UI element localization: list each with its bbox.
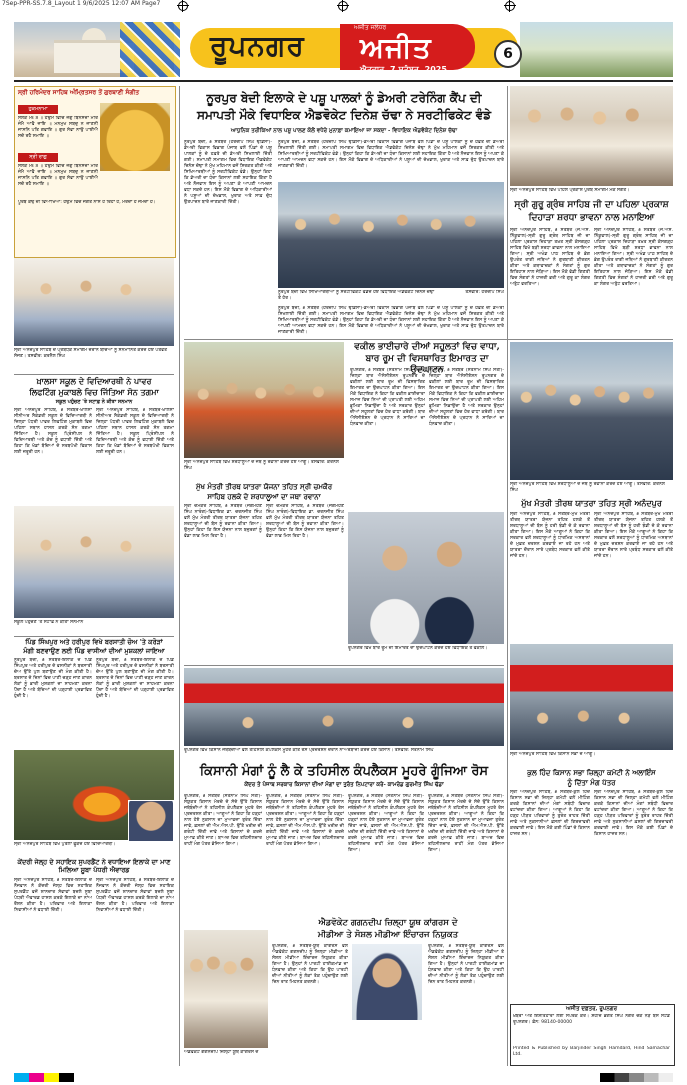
color-bar [14,1073,74,1082]
office-notice-title: ਅਜੀਤ ਦਫ਼ਤਰ, ਰੂਪਨਗਰ [565,1006,618,1012]
lawyers-body-col1: ਰੂਪਨਗਰ, ੬ ਸਤੰਬਰ (ਸਤਨਾਮ ਸਿੰਘ ਸੱਤੀ)-ਜ਼ਿਲ੍ਹਾ ਬਾਰ ਐਸੋਸੀਏਸ਼ਨ ਰੂਪਨਗਰ ਦੇ ਵਕੀਲਾਂ ਲਈ ਬਾਰ ਰੂਮ ਦੀ ਵਿਸਥਾਰਿਤ ਇਮਾਰਤ ਦਾ ਉਦਘਾਟਨ ਕੀਤਾ ਗਿਆ। ਇਸ ਮੌਕੇ ਵਿਧਾਇਕ ਨੇ ਕਿਹਾ ਕਿ ਵਕੀਲ ਭਾਈਚਾਰਾ ਸਮਾਜ ਵਿਚ ਨਿਆਂ ਦੀ ਪ੍ਰਾਪਤੀ ਲਈ ਅਹਿਮ ਭੂਮਿਕਾ ਨਿਭਾਉਂਦਾ ਹੈ ਅਤੇ ਸਰਕਾਰ ਉਨ੍ਹਾਂ ਦੀਆਂ ਸਹੂਲਤਾਂ ਵਿਚ ਹੋਰ ਵਾਧਾ ਕਰੇਗੀ। ਬਾਰ ਐਸੋਸੀਏਸ਼ਨ ਦੇ ਪ੍ਰਧਾਨ ਨੇ ਸਾਰਿਆਂ ਦਾ ਧੰਨਵਾਦ ਕੀਤਾ। [350,368,425,427]
students-honour-photo [14,258,174,346]
dairy-training-photo [278,182,504,288]
appointment-caption: ਐਡਵੋਕੇਟ ਗਗਨਦੀਪ ਜ਼ਿਲ੍ਹਾ ਯੂਥ ਕਾਂਗਰਸ ਦੇ [184,1050,259,1055]
students-honour-caption: ਸ੍ਰੀ ਅਨੰਦਪੁਰ ਸਾਹਿਬ ਦੇ ਪ੍ਰਬੰਧਕ ਸਮਾਗਮ ਦੌਰਾਨ ਬੱਚਿਆਂ ਨੂੰ ਸਨਮਾਨਿਤ ਕਰਦੇ ਹੋਏ ਪਤਵੰਤੇ ਸੱਜਣ। ਤਸਵੀਰ: ਕਰਨੈਲ ਸਿੰਘ [14,348,168,359]
kisan-sabha-body-col1: ਸ੍ਰੀ ਅਨੰਦਪੁਰ ਸਾਹਿਬ, ੬ ਸਤੰਬਰ-ਕੁਲ ਹਿੰਦ ਕਿਸਾਨ ਸਭਾ ਦੀ ਜ਼ਿਲ੍ਹਾ ਕਮੇਟੀ ਵਲੋਂ ਮੀਟਿੰਗ ਕਰਕੇ ਕਿਸਾਨਾਂ ਦੀਆਂ ਮੰਗਾਂ ਸਬੰਧੀ ਵਿਚਾਰ ਵਟਾਂਦਰਾ ਕੀਤਾ ਗਿਆ। ਆਗੂਆਂ ਨੇ ਕਿਹਾ ਕਿ ਹੜ੍ਹ ਪੀੜਤ ਪਰਿਵਾਰਾਂ ਨੂੰ ਤੁਰੰਤ ਰਾਹਤ ਦਿੱਤੀ ਜਾਵੇ ਅਤੇ ਨੁਕਸਾਨੀਆਂ ਫ਼ਸਲਾਂ ਦੀ ਗਿਰਦਾਵਰੀ ਕਰਵਾਈ ਜਾਵੇ। ਇਸ ਮੌਕੇ ਕਈ ਪਿੰਡਾਂ ਦੇ ਕਿਸਾਨ ਹਾਜ਼ਰ ਸਨ। [510,790,590,837]
farmers-body-col1: ਰੂਪਨਗਰ, ੬ ਸਤੰਬਰ (ਸਤਨਾਮ ਸਿੰਘ ਸੱਤੀ)-ਸੰਯੁਕਤ ਕਿਸਾਨ ਮੋਰਚੇ ਦੇ ਸੱਦੇ ਉੱਤੇ ਕਿਸਾਨ ਜਥੇਬੰਦੀਆਂ ਨੇ ਤਹਿਸੀਲ ਕੰਪਲੈਕਸ ਮੂਹਰੇ ਰੋਸ ਪ੍ਰਦਰਸ਼ਨ ਕੀਤਾ। ਆਗੂਆਂ ਨੇ ਕਿਹਾ ਕਿ ਹੜ੍ਹਾਂ ਨਾਲ ਹੋਏ ਨੁਕਸਾਨ ਦਾ ਮੁਆਵਜ਼ਾ ਤੁਰੰਤ ਦਿੱਤਾ ਜਾਵੇ, ਫ਼ਸਲਾਂ ਦੀ ਐਮ.ਐਸ.ਪੀ. ਉੱਤੇ ਖਰੀਦ ਦੀ ਗਰੰਟੀ ਦਿੱਤੀ ਜਾਵੇ ਅਤੇ ਕਿਸਾਨਾਂ ਦੇ ਕਰਜ਼ੇ ਮੁਆਫ਼ ਕੀਤੇ ਜਾਣ। ਬਾਅਦ ਵਿਚ ਤਹਿਸੀਲਦਾਰ ਰਾਹੀਂ ਮੰਗ ਪੱਤਰ ਭੇਜਿਆ ਗਿਆ। [184,794,262,847]
gagandeep-portrait-photo [352,944,422,1020]
award-body-col1: ਸ੍ਰੀ ਅਨੰਦਪੁਰ ਸਾਹਿਬ, ੬ ਸਤੰਬਰ-ਇਲਾਕੇ ਦੇ ਨੌਜਵਾਨ ਨੇ ਕੇਂਦਰੀ ਜੇਲ੍ਹ ਵਿਚ ਸਹਾਇਕ ਸੁਪਰਡੈਂਟ ਵਜੋਂ ਸ਼ਾਨਦਾਰ ਸੇਵਾਵਾਂ ਬਦਲੇ ਸੂਬਾ ਪੱਧਰੀ ਐਵਾਰਡ ਹਾਸਲ ਕਰਕੇ ਇਲਾਕੇ ਦਾ ਨਾਂਅ ਰੌਸ਼ਨ ਕੀਤਾ ਹੈ। ਪਰਿਵਾਰ ਅਤੇ ਇਲਾਕਾ ਨਿਵਾਸੀਆਂ ਨੇ ਵਧਾਈ ਦਿੱਤੀ। [14,878,92,913]
hukamnama-text-2: ਸਲੋਕ ਮਃ ੩ ॥ ਹਉਮੈ ਵਿਚਿ ਜਗੁ ਬਿਨਸਦਾ ਮਰਿ ਜੰਮੈ ਆਵੈ ਜਾਇ ॥ ਮਨਮੁਖ ਸਬਦੁ ਨ ਜਾਣਨੀ ਜਾਸਨਿ ਪਤਿ ਗਵਾਇ ॥ ਗੁਰ ਸੇਵਾ ਨਾਉ ਪਾਈਐ ਸਚੇ ਰਹੈ ਸਮਾਇ ॥ [18,164,98,187]
print-line: Printed & Published by Barjinder Singh Hamdard, Hind Samachar Ltd. [513,1046,670,1057]
congress-headline-2: ਮੀਡੀਆ ਤੇ ਸੋਸ਼ਲ ਮੀਡੀਆ ਇੰਚਾਰਜ ਨਿਯੁਕਤ [317,930,459,940]
school-body-col1: ਸ੍ਰੀ ਅਨੰਦਪੁਰ ਸਾਹਿਬ, ੬ ਸਤੰਬਰ-ਖ਼ਾਲਸਾ ਸੀਨੀਅਰ ਸੈਕੰਡਰੀ ਸਕੂਲ ਦੇ ਵਿਦਿਆਰਥੀ ਨੇ ਜ਼ਿਲ੍ਹਾ ਪੱਧਰੀ ਪਾਵਰ ਲਿਫਟਿੰਗ ਮੁਕਾਬਲੇ ਵਿਚ ਪਹਿਲਾ ਸਥਾਨ ਹਾਸਲ ਕਰਕੇ ਸੋਨ ਤਗਮਾ ਜਿੱਤਿਆ ਹੈ। ਸਕੂਲ ਪ੍ਰਿੰਸੀਪਲ ਨੇ ਵਿਦਿਆਰਥੀ ਅਤੇ ਕੋਚ ਨੂੰ ਵਧਾਈ ਦਿੱਤੀ ਅਤੇ ਕਿਹਾ ਕਿ ਖੇਡਾਂ ਬੱਚਿਆਂ ਦੇ ਸਰਬਪੱਖੀ ਵਿਕਾਸ ਲਈ ਜ਼ਰੂਰੀ ਹਨ। [14,408,92,455]
hukamnama-badge: ਹੁਕਮਨਾਮਾ [18,105,58,114]
lawyers-headline-1: ਵਕੀਲ ਭਾਈਚਾਰੇ ਦੀਆਂ ਸਹੂਲਤਾਂ ਵਿਚ ਵਾਧਾ, [354,342,500,352]
masthead-rule [14,80,673,82]
congress-body-col2: ਰੂਪਨਗਰ, ੬ ਸਤੰਬਰ-ਯੂਥ ਕਾਂਗਰਸ ਵਲੋਂ ਐਡਵੋਕੇਟ ਗਗਨਦੀਪ ਨੂੰ ਜ਼ਿਲ੍ਹਾ ਮੀਡੀਆ ਤੇ ਸੋਸ਼ਲ ਮੀਡੀਆ ਇੰਚਾਰਜ ਨਿਯੁਕਤ ਕੀਤਾ ਗਿਆ ਹੈ। ਉਨ੍ਹਾਂ ਨੇ ਪਾਰਟੀ ਹਾਈਕਮਾਂਡ ਦਾ ਧੰਨਵਾਦ ਕੀਤਾ ਅਤੇ ਕਿਹਾ ਕਿ ਉਹ ਪਾਰਟੀ ਦੀਆਂ ਨੀਤੀਆਂ ਨੂੰ ਲੋਕਾਂ ਤੱਕ ਪਹੁੰਚਾਉਣ ਲਈ ਦਿਨ ਰਾਤ ਮਿਹਨਤ ਕਰਨਗੇ। [428,944,504,985]
school-headline-1: ਖ਼ਾਲਸਾ ਸਕੂਲ ਦੇ ਵਿਦਿਆਰਥੀ ਨੇ ਪਾਵਰ [36,376,152,386]
masthead-paper-name: ਅਜੀਤ [360,31,432,64]
farmers-headline: ਕਿਸਾਨੀ ਮੰਗਾਂ ਨੂੰ ਲੈ ਕੇ ਤਹਿਸੀਲ ਕੰਪਲੈਕਸ ਮੂਹਰੇ ਗੂੰਜਿਆ ਰੋਸ [199,764,489,779]
grey-bar [600,1073,673,1082]
bar-room-inauguration-photo [348,512,504,644]
gurdwara-photo [100,103,170,171]
farmers-body-col3: ਰੂਪਨਗਰ, ੬ ਸਤੰਬਰ (ਸਤਨਾਮ ਸਿੰਘ ਸੱਤੀ)-ਸੰਯੁਕਤ ਕਿਸਾਨ ਮੋਰਚੇ ਦੇ ਸੱਦੇ ਉੱਤੇ ਕਿਸਾਨ ਜਥੇਬੰਦੀਆਂ ਨੇ ਤਹਿਸੀਲ ਕੰਪਲੈਕਸ ਮੂਹਰੇ ਰੋਸ ਪ੍ਰਦਰਸ਼ਨ ਕੀਤਾ। ਆਗੂਆਂ ਨੇ ਕਿਹਾ ਕਿ ਹੜ੍ਹਾਂ ਨਾਲ ਹੋਏ ਨੁਕਸਾਨ ਦਾ ਮੁਆਵਜ਼ਾ ਤੁਰੰਤ ਦਿੱਤਾ ਜਾਵੇ, ਫ਼ਸਲਾਂ ਦੀ ਐਮ.ਐਸ.ਪੀ. ਉੱਤੇ ਖਰੀਦ ਦੀ ਗਰੰਟੀ ਦਿੱਤੀ ਜਾਵੇ ਅਤੇ ਕਿਸਾਨਾਂ ਦੇ ਕਰਜ਼ੇ ਮੁਆਫ਼ ਕੀਤੇ ਜਾਣ। ਬਾਅਦ ਵਿਚ ਤਹਿਸੀਲਦਾਰ ਰਾਹੀਂ ਮੰਗ ਪੱਤਰ ਭੇਜਿਆ ਗਿਆ। [348,794,424,853]
visit-body-col2: ਸ੍ਰੀ ਅਨੰਦਪੁਰ ਸਾਹਿਬ, ੬ ਸਤੰਬਰ-ਮੁੱਖ ਮੰਤਰੀ ਤੀਰਥ ਯਾਤਰਾ ਯੋਜਨਾ ਤਹਿਤ ਹਲਕੇ ਤੋਂ ਸ਼ਰਧਾਲੂਆਂ ਦੀ ਬੱਸ ਨੂੰ ਹਰੀ ਝੰਡੀ ਦੇ ਕੇ ਰਵਾਨਾ ਕੀਤਾ ਗਿਆ। ਇਸ ਮੌਕੇ ਆਗੂਆਂ ਨੇ ਕਿਹਾ ਕਿ ਸਰਕਾਰ ਵਲੋਂ ਸ਼ਰਧਾਲੂਆਂ ਨੂੰ ਧਾਰਮਿਕ ਅਸਥਾਨਾਂ ਦੇ ਮੁਫ਼ਤ ਦਰਸ਼ਨ ਕਰਵਾਏ ਜਾ ਰਹੇ ਹਨ ਅਤੇ ਯਾਤਰਾ ਦੌਰਾਨ ਸਾਰੇ ਪ੍ਰਬੰਧ ਸਰਕਾਰ ਵਲੋਂ ਕੀਤੇ ਜਾਂਦੇ ਹਨ। [594,512,673,559]
school-photo-caption: ਸਕੂਲ ਪਹੁੰਚਣ 'ਤੇ ਸਟਾਫ਼ ਨੇ ਕੀਤਾ ਸਨਮਾਨ [14,620,84,625]
farmers-body-col2: ਰੂਪਨਗਰ, ੬ ਸਤੰਬਰ (ਸਤਨਾਮ ਸਿੰਘ ਸੱਤੀ)-ਸੰਯੁਕਤ ਕਿਸਾਨ ਮੋਰਚੇ ਦੇ ਸੱਦੇ ਉੱਤੇ ਕਿਸਾਨ ਜਥੇਬੰਦੀਆਂ ਨੇ ਤਹਿਸੀਲ ਕੰਪਲੈਕਸ ਮੂਹਰੇ ਰੋਸ ਪ੍ਰਦਰਸ਼ਨ ਕੀਤਾ। ਆਗੂਆਂ ਨੇ ਕਿਹਾ ਕਿ ਹੜ੍ਹਾਂ ਨਾਲ ਹੋਏ ਨੁਕਸਾਨ ਦਾ ਮੁਆਵਜ਼ਾ ਤੁਰੰਤ ਦਿੱਤਾ ਜਾਵੇ, ਫ਼ਸਲਾਂ ਦੀ ਐਮ.ਐਸ.ਪੀ. ਉੱਤੇ ਖਰੀਦ ਦੀ ਗਰੰਟੀ ਦਿੱਤੀ ਜਾਵੇ ਅਤੇ ਕਿਸਾਨਾਂ ਦੇ ਕਰਜ਼ੇ ਮੁਆਫ਼ ਕੀਤੇ ਜਾਣ। ਬਾਅਦ ਵਿਚ ਤਹਿਸੀਲਦਾਰ ਰਾਹੀਂ ਮੰਗ ਪੱਤਰ ਭੇਜਿਆ ਗਿਆ। [266,794,344,847]
dairy-training-credit: ਤਸਵੀਰ: ਹਰਦੀਪ ਸਿੰਘ [465,290,504,295]
farmers-body-col4: ਰੂਪਨਗਰ, ੬ ਸਤੰਬਰ (ਸਤਨਾਮ ਸਿੰਘ ਸੱਤੀ)-ਸੰਯੁਕਤ ਕਿਸਾਨ ਮੋਰਚੇ ਦੇ ਸੱਦੇ ਉੱਤੇ ਕਿਸਾਨ ਜਥੇਬੰਦੀਆਂ ਨੇ ਤਹਿਸੀਲ ਕੰਪਲੈਕਸ ਮੂਹਰੇ ਰੋਸ ਪ੍ਰਦਰਸ਼ਨ ਕੀਤਾ। ਆਗੂਆਂ ਨੇ ਕਿਹਾ ਕਿ ਹੜ੍ਹਾਂ ਨਾਲ ਹੋਏ ਨੁਕਸਾਨ ਦਾ ਮੁਆਵਜ਼ਾ ਤੁਰੰਤ ਦਿੱਤਾ ਜਾਵੇ, ਫ਼ਸਲਾਂ ਦੀ ਐਮ.ਐਸ.ਪੀ. ਉੱਤੇ ਖਰੀਦ ਦੀ ਗਰੰਟੀ ਦਿੱਤੀ ਜਾਵੇ ਅਤੇ ਕਿਸਾਨਾਂ ਦੇ ਕਰਜ਼ੇ ਮੁਆਫ਼ ਕੀਤੇ ਜਾਣ। ਬਾਅਦ ਵਿਚ ਤਹਿਸੀਲਦਾਰ ਰਾਹੀਂ ਮੰਗ ਪੱਤਰ ਭੇਜਿਆ ਗਿਆ। [428,794,504,853]
top-headline-2: ਸਮਾਪਤੀ ਮੌਕੇ ਵਿਧਾਇਕ ਐਡਵੋਕੇਟ ਦਿਨੇਸ਼ ਚੱਢਾ ਨੇ ਸਰਟੀਫਿਕੇਟ ਵੰਡੇ [196,108,492,122]
dairy-training-caption: ਨੂਰਪੁਰ ਬੇਦੀ ਵਿਖੇ ਸਿਖਿਆਰਥੀਆਂ ਨੂੰ ਸਰਟੀਫਿਕੇਟ ਵੰਡਦੇ ਹੋਏ ਵਿਧਾਇਕ ਐਡਵੋਕੇਟ ਦਿਨੇਸ਼ ਚੱਢਾ ਤੇ ਹੋਰ। [278,290,435,301]
farmers-subhead: ਕੇਂਦਰ ਤੇ ਪੰਜਾਬ ਸਰਕਾਰ ਕਿਸਾਨਾਂ ਦੀਆਂ ਮੰਗਾਂ ਦਾ ਤੁਰੰਤ ਨਿਪਟਾਰਾ ਕਰੇ- ਕਾਮਰੇਡ ਗੁਰਮੀਤ ਸਿੰਘ ਢੱਡਾ [244,782,444,788]
column-divider [507,86,508,1066]
award-headline: ਕੇਂਦਰੀ ਜੇਲ੍ਹ ਦੇ ਸਹਾਇਕ ਸੁਪਰਡੈਂਟ ਨੇ ਵਧਾਇਆ ਇਲਾਕੇ ਦਾ ਮਾਣ ਮਿਲਿਆ ਸੂਬਾ ਪੱਧਰੀ ਐਵਾਰਡ [17,858,171,874]
top-story-body-col1: ਨੂਰਪੁਰ ਬੇਦੀ, ੬ ਸਤੰਬਰ (ਹਰਦੀਪ ਸਿੰਘ ਢੀਂਡਸਾ)-ਡੇਅਰੀ ਵਿਕਾਸ ਵਿਭਾਗ ਪੰਜਾਬ ਵਲੋਂ ਪਿੰਡਾਂ ਦੇ ਪਸ਼ੂ ਪਾਲਕਾਂ ਨੂੰ ਦੋ ਹਫ਼ਤੇ ਦੀ ਡੇਅਰੀ ਸਿਖਲਾਈ ਦਿੱਤੀ ਗਈ। ਸਮਾਪਤੀ ਸਮਾਗਮ ਵਿਚ ਵਿਧਾਇਕ ਐਡਵੋਕੇਟ ਦਿਨੇਸ਼ ਚੱਢਾ ਨੇ ਮੁੱਖ ਮਹਿਮਾਨ ਵਜੋਂ ਸ਼ਿਰਕਤ ਕੀਤੀ ਅਤੇ ਸਿਖਿਆਰਥੀਆਂ ਨੂੰ ਸਰਟੀਫਿਕੇਟ ਵੰਡੇ। ਉਨ੍ਹਾਂ ਕਿਹਾ ਕਿ ਡੇਅਰੀ ਦਾ ਧੰਦਾ ਕਿਸਾਨਾਂ ਲਈ ਸਹਾਇਕ ਕਿੱਤਾ ਹੈ ਅਤੇ ਨੌਜਵਾਨ ਇਸ ਨੂੰ ਅਪਣਾ ਕੇ ਆਪਣੀ ਆਮਦਨ ਵਧਾ ਸਕਦੇ ਹਨ। ਇਸ ਮੌਕੇ ਵਿਭਾਗ ਦੇ ਅਧਿਕਾਰੀਆਂ ਨੇ ਪਸ਼ੂਆਂ ਦੀ ਦੇਖਭਾਲ, ਖੁਰਾਕ ਅਤੇ ਸਾਫ਼ ਦੁੱਧ ਉਤਪਾਦਨ ਬਾਰੇ ਜਾਣਕਾਰੀ ਦਿੱਤੀ। [184,140,272,205]
registration-mark-icon [505,1,515,11]
kisan-sabha-photo [510,644,673,750]
prakash-purab-caption: ਸ੍ਰੀ ਅਨੰਦਪੁਰ ਸਾਹਿਬ ਵਿਖੇ ਪਹਿਲੇ ਪ੍ਰਕਾਸ਼ ਪੁਰਬ ਸਮਾਗਮ ਮੌਕੇ ਸੰਗਤ। [510,188,630,193]
kisan-sabha-caption: ਸ੍ਰੀ ਅਨੰਦਪੁਰ ਸਾਹਿਬ ਵਿਖੇ ਕਿਸਾਨ ਸਭਾ ਦੇ ਆਗੂ। [510,752,596,757]
congress-headline-1: ਐਡਵੋਕੇਟ ਗਗਨਦੀਪ ਜ਼ਿਲ੍ਹਾ ਯੂਥ ਕਾਂਗਰਸ ਦੇ [318,918,458,928]
langar-caption: ਸ੍ਰੀ ਅਨੰਦਪੁਰ ਸਾਹਿਬ ਵਿਖੇ ਸ਼ਰਧਾਲੂਆਂ ਦੇ ਜਥੇ ਨੂੰ ਰਵਾਨਾ ਕਰਦੇ ਹੋਏ ਆਗੂ। ਤਸਵੀਰ: ਕਰਨੈਲ ਸਿੰਘ [184,460,339,471]
protest-photo [184,668,504,746]
school-headline-2: ਲਿਫਟਿੰਗ ਮੁਕਾਬਲੇ ਵਿਚ ਜਿੱਤਿਆ ਸੋਨ ਤਗਮਾ [29,387,159,397]
bar-room-caption: ਰੂਪਨਗਰ ਵਿਖੇ ਬਾਰ ਰੂਮ ਦੀ ਇਮਾਰਤ ਦਾ ਉਦਘਾਟਨ ਕਰਦੇ ਹੋਏ ਵਿਧਾਇਕ ਤੇ ਵਕੀਲ। [348,646,488,651]
row-divider [184,339,673,340]
row-divider [14,374,174,375]
prakash-headline-2: ਦਿਹਾੜਾ ਸ਼ਰਧਾ ਭਾਵਨਾ ਨਾਲ ਮਨਾਇਆ [528,213,655,223]
school-students-photo [14,506,174,618]
hukamnama-explanation: ਪੂਰਬ ਕੰਢੇ ਦੀ ਵਿਆਖਿਆ: ਹਉਮੈ ਵਿਚ ਜਗਤ ਨਾਸ ਹੋ ਰਿਹਾ ਹੈ, ਮਰਦਾ ਹੈ ਜੰਮਦਾ ਹੈ। [18,200,156,205]
office-notice-text: ਖ਼ਬਰਾਂ ਅਤੇ ਇਸ਼ਤਿਹਾਰਾਂ ਲਈ ਸੰਪਰਕ ਕਰੋ। ਸ਼ਹੀਦ ਭਗਤ ਸਿੰਘ ਨਗਰ ਚੌਕ ਨੇੜੇ ਬੱਸ ਸਟੈਂਡ ਰੂਪਨਗਰ। ਫ਼ੋਨ: 98140-00000 [513,1014,670,1025]
cm-body-col1: ਸ੍ਰੀ ਚਮਕੌਰ ਸਾਹਿਬ, ੬ ਸਤੰਬਰ (ਜਗਮੋਹਣ ਸਿੰਘ ਨਾਰੰਗ)-ਵਿਧਾਇਕ ਡਾ. ਚਰਨਜੀਤ ਸਿੰਘ ਵਲੋਂ ਮੁੱਖ ਮੰਤਰੀ ਤੀਰਥ ਯਾਤਰਾ ਯੋਜਨਾ ਤਹਿਤ ਸ਼ਰਧਾਲੂਆਂ ਦੀ ਬੱਸ ਨੂੰ ਰਵਾਨਾ ਕੀਤਾ ਗਿਆ। ਉਨ੍ਹਾਂ ਕਿਹਾ ਕਿ ਇਸ ਯੋਜਨਾ ਨਾਲ ਬਜ਼ੁਰਗਾਂ ਨੂੰ ਵੱਡਾ ਲਾਭ ਮਿਲ ਰਿਹਾ ਹੈ। [184,504,262,539]
row-divider [14,636,174,637]
pilgrims-bus-photo [510,342,673,480]
village-body-col1: ਨੂਰਪੁਰ ਬੇਦੀ, ੬ ਸਤੰਬਰ-ਇਲਾਕੇ ਦੇ ਪਿੰਡ ਸਿੰਘਪੁਰ ਅਤੇ ਹਰੀਪੁਰ ਦੇ ਵਸਨੀਕਾਂ ਨੇ ਬਰਸਾਤੀ ਚੋਅ ਉੱਤੇ ਪੁਲ ਬਣਾਉਣ ਦੀ ਮੰਗ ਕੀਤੀ ਹੈ। ਬਰਸਾਤ ਦੇ ਦਿਨਾਂ ਵਿਚ ਪਾਣੀ ਚੜ੍ਹ ਜਾਣ ਕਾਰਨ ਲੋਕਾਂ ਨੂੰ ਭਾਰੀ ਮੁਸ਼ਕਲਾਂ ਦਾ ਸਾਹਮਣਾ ਕਰਨਾ ਪੈਂਦਾ ਹੈ ਅਤੇ ਬੱਚਿਆਂ ਦੀ ਪੜ੍ਹਾਈ ਪ੍ਰਭਾਵਿਤ ਹੁੰਦੀ ਹੈ। [14,658,92,699]
village-body-col2: ਨੂਰਪੁਰ ਬੇਦੀ, ੬ ਸਤੰਬਰ-ਇਲਾਕੇ ਦੇ ਪਿੰਡ ਸਿੰਘਪੁਰ ਅਤੇ ਹਰੀਪੁਰ ਦੇ ਵਸਨੀਕਾਂ ਨੇ ਬਰਸਾਤੀ ਚੋਅ ਉੱਤੇ ਪੁਲ ਬਣਾਉਣ ਦੀ ਮੰਗ ਕੀਤੀ ਹੈ। ਬਰਸਾਤ ਦੇ ਦਿਨਾਂ ਵਿਚ ਪਾਣੀ ਚੜ੍ਹ ਜਾਣ ਕਾਰਨ ਲੋਕਾਂ ਨੂੰ ਭਾਰੀ ਮੁਸ਼ਕਲਾਂ ਦਾ ਸਾਹਮਣਾ ਕਰਨਾ ਪੈਂਦਾ ਹੈ ਅਤੇ ਬੱਚਿਆਂ ਦੀ ਪੜ੍ਹਾਈ ਪ੍ਰਭਾਵਿਤ ਹੁੰਦੀ ਹੈ। [96,658,174,699]
cm-headline-1: ਮੁੱਖ ਮੰਤਰੀ ਤੀਰਥ ਯਾਤਰਾ ਯੋਜਨਾ ਤਹਿਤ ਸ੍ਰੀ ਚਮਕੌਰ [195,482,333,491]
visit-body-col1: ਸ੍ਰੀ ਅਨੰਦਪੁਰ ਸਾਹਿਬ, ੬ ਸਤੰਬਰ-ਮੁੱਖ ਮੰਤਰੀ ਤੀਰਥ ਯਾਤਰਾ ਯੋਜਨਾ ਤਹਿਤ ਹਲਕੇ ਤੋਂ ਸ਼ਰਧਾਲੂਆਂ ਦੀ ਬੱਸ ਨੂੰ ਹਰੀ ਝੰਡੀ ਦੇ ਕੇ ਰਵਾਨਾ ਕੀਤਾ ਗਿਆ। ਇਸ ਮੌਕੇ ਆਗੂਆਂ ਨੇ ਕਿਹਾ ਕਿ ਸਰਕਾਰ ਵਲੋਂ ਸ਼ਰਧਾਲੂਆਂ ਨੂੰ ਧਾਰਮਿਕ ਅਸਥਾਨਾਂ ਦੇ ਮੁਫ਼ਤ ਦਰਸ਼ਨ ਕਰਵਾਏ ਜਾ ਰਹੇ ਹਨ ਅਤੇ ਯਾਤਰਾ ਦੌਰਾਨ ਸਾਰੇ ਪ੍ਰਬੰਧ ਸਰਕਾਰ ਵਲੋਂ ਕੀਤੇ ਜਾਂਦੇ ਹਨ। [510,512,590,559]
kisan-sabha-headline-1: ਕੁਲ ਹਿੰਦ ਕਿਸਾਨ ਸਭਾ ਜ਼ਿਲ੍ਹਾ ਕਮੇਟੀ ਨੇ ਅਲਾਇੰਸ [527,768,656,777]
raag-badge: ਸ੍ਰੀ ਰਾਗੁ [18,153,58,162]
lawyers-headline-2: ਬਾਰ ਰੂਮ ਦੀ ਵਿਸਥਾਰਿਤ ਇਮਾਰਤ ਦਾ ਉਦਘਾਟਨ [365,354,489,375]
row-divider [184,665,504,666]
prakash-purab-photo [510,86,673,186]
masthead-date: ਐਤਵਾਰ, 7 ਸਤੰਬਰ, 2025 [360,65,447,74]
visit-headline: ਮੁੱਖ ਮੰਤਰੀ ਤੀਰਥ ਯਾਤਰਾ ਤਹਿਤ ਸ੍ਰੀ ਅਨੰਦਪੁਰ [521,498,662,508]
top-headline-1: ਨੂਰਪੁਰ ਬੇਦੀ ਇਲਾਕੇ ਦੇ ਪਸ਼ੂ ਪਾਲਕਾਂ ਨੂੰ ਡੇਅਰੀ ਟਰੇਨਿੰਗ ਕੈਂਪ ਦੀ [206,91,482,105]
prakash-headline-1: ਸ੍ਰੀ ਗੁਰੂ ਗ੍ਰੰਥ ਸਾਹਿਬ ਜੀ ਦਾ ਪਹਿਲਾ ਪ੍ਰਕਾਸ਼ [514,200,669,210]
prakash-body-col1: ਸ੍ਰੀ ਅਨੰਦਪੁਰ ਸਾਹਿਬ, ੬ ਸਤੰਬਰ (ਜੇ.ਐਸ. ਨਿੱਕੂਵਾਲ)-ਸ੍ਰੀ ਗੁਰੂ ਗ੍ਰੰਥ ਸਾਹਿਬ ਜੀ ਦਾ ਪਹਿਲਾ ਪ੍ਰਕਾਸ਼ ਦਿਹਾੜਾ ਤਖ਼ਤ ਸ੍ਰੀ ਕੇਸਗੜ੍ਹ ਸਾਹਿਬ ਵਿਖੇ ਬੜੀ ਸ਼ਰਧਾ ਭਾਵਨਾ ਨਾਲ ਮਨਾਇਆ ਗਿਆ। ਸ੍ਰੀ ਅਖੰਡ ਪਾਠ ਸਾਹਿਬ ਦੇ ਭੋਗ ਉਪਰੰਤ ਰਾਗੀ ਜਥਿਆਂ ਨੇ ਗੁਰਬਾਣੀ ਕੀਰਤਨ ਕੀਤਾ ਅਤੇ ਕਥਾਵਾਚਕਾਂ ਨੇ ਸੰਗਤਾਂ ਨੂੰ ਗੁਰ ਇਤਿਹਾਸ ਨਾਲ ਜੋੜਿਆ। ਇਸ ਮੌਕੇ ਵੱਡੀ ਗਿਣਤੀ ਵਿਚ ਸੰਗਤਾਂ ਨੇ ਹਾਜ਼ਰੀ ਭਰੀ ਅਤੇ ਗੁਰੂ ਕਾ ਲੰਗਰ ਅਤੁੱਟ ਵਰਤਿਆ। [510,228,590,287]
pilgrims-caption: ਸ੍ਰੀ ਅਨੰਦਪੁਰ ਸਾਹਿਬ ਵਿਖੇ ਸ਼ਰਧਾਲੂਆਂ ਦੇ ਜਥੇ ਨੂੰ ਰਵਾਨਾ ਕਰਦੇ ਹੋਏ ਆਗੂ। ਤਸਵੀਰ: ਕਰਨੈਲ ਸਿੰਘ [510,482,665,493]
village-headline-2: ਮੰਗੀ ਬਣਵਾਉਣ ਲਈ ਪਿੰਡ ਵਾਸੀਆਂ ਦੀਆਂ ਮੁਸ਼ਕਲਾਂ ਜਾਇਆ [23,647,165,655]
print-slug: 7Sep-PPR-SS.7.8_Layout 1 9/6/2025 12:07 AM Page7 [2,0,161,7]
registration-mark-icon [338,1,348,11]
hukamnama-heading: ਸ੍ਰੀ ਹਰਿਮੰਦਰ ਸਾਹਿਬ ਅੰਮ੍ਰਿਤਸਰ ਤੋਂ ਗੁਰਬਾਣੀ ਸੰਗੀਤ [18,89,140,96]
effigy-caption: ਸ੍ਰੀ ਅਨੰਦਪੁਰ ਸਾਹਿਬ ਵਿਖੇ ਪੁਤਲਾ ਫੂਕਦੇ ਹੋਏ ਵਿਦਿਆਰਥੀ। [14,842,116,847]
award-body-col2: ਸ੍ਰੀ ਅਨੰਦਪੁਰ ਸਾਹਿਬ, ੬ ਸਤੰਬਰ-ਇਲਾਕੇ ਦੇ ਨੌਜਵਾਨ ਨੇ ਕੇਂਦਰੀ ਜੇਲ੍ਹ ਵਿਚ ਸਹਾਇਕ ਸੁਪਰਡੈਂਟ ਵਜੋਂ ਸ਼ਾਨਦਾਰ ਸੇਵਾਵਾਂ ਬਦਲੇ ਸੂਬਾ ਪੱਧਰੀ ਐਵਾਰਡ ਹਾਸਲ ਕਰਕੇ ਇਲਾਕੇ ਦਾ ਨਾਂਅ ਰੌਸ਼ਨ ਕੀਤਾ ਹੈ। ਪਰਿਵਾਰ ਅਤੇ ਇਲਾਕਾ ਨਿਵਾਸੀਆਂ ਨੇ ਵਧਾਈ ਦਿੱਤੀ। [96,878,174,913]
top-story-body-col2: ਨੂਰਪੁਰ ਬੇਦੀ, ੬ ਸਤੰਬਰ (ਹਰਦੀਪ ਸਿੰਘ ਢੀਂਡਸਾ)-ਡੇਅਰੀ ਵਿਕਾਸ ਵਿਭਾਗ ਪੰਜਾਬ ਵਲੋਂ ਪਿੰਡਾਂ ਦੇ ਪਸ਼ੂ ਪਾਲਕਾਂ ਨੂੰ ਦੋ ਹਫ਼ਤੇ ਦੀ ਡੇਅਰੀ ਸਿਖਲਾਈ ਦਿੱਤੀ ਗਈ। ਸਮਾਪਤੀ ਸਮਾਗਮ ਵਿਚ ਵਿਧਾਇਕ ਐਡਵੋਕੇਟ ਦਿਨੇਸ਼ ਚੱਢਾ ਨੇ ਮੁੱਖ ਮਹਿਮਾਨ ਵਜੋਂ ਸ਼ਿਰਕਤ ਕੀਤੀ ਅਤੇ ਸਿਖਿਆਰਥੀਆਂ ਨੂੰ ਸਰਟੀਫਿਕੇਟ ਵੰਡੇ। ਉਨ੍ਹਾਂ ਕਿਹਾ ਕਿ ਡੇਅਰੀ ਦਾ ਧੰਦਾ ਕਿਸਾਨਾਂ ਲਈ ਸਹਾਇਕ ਕਿੱਤਾ ਹੈ ਅਤੇ ਨੌਜਵਾਨ ਇਸ ਨੂੰ ਅਪਣਾ ਕੇ ਆਪਣੀ ਆਮਦਨ ਵਧਾ ਸਕਦੇ ਹਨ। ਇਸ ਮੌਕੇ ਵਿਭਾਗ ਦੇ ਅਧਿਕਾਰੀਆਂ ਨੇ ਪਸ਼ੂਆਂ ਦੀ ਦੇਖਭਾਲ, ਖੁਰਾਕ ਅਤੇ ਸਾਫ਼ ਦੁੱਧ ਉਤਪਾਦਨ ਬਾਰੇ ਜਾਣਕਾਰੀ ਦਿੱਤੀ। [278,140,504,169]
school-subhead: ਸਕੂਲ ਪਹੁੰਚਣ 'ਤੇ ਸਟਾਫ਼ ਨੇ ਕੀਤਾ ਸਨਮਾਨ [55,399,133,405]
langar-photo [184,342,344,458]
column-divider [179,86,180,1066]
page-number: 6 [494,40,522,68]
protest-caption: ਰੂਪਨਗਰ ਵਿਖੇ ਕਿਸਾਨ ਜਥੇਬੰਦੀਆਂ ਵਲੋਂ ਤਹਿਸੀਲ ਕੰਪਲੈਕਸ ਮੂਹਰੇ ਕੀਤੇ ਰੋਸ ਪ੍ਰਦਰਸ਼ਨ ਦੌਰਾਨ ਨਾਅਰੇਬਾਜ਼ੀ ਕਰਦੇ ਹੋਏ ਕਿਸਾਨ। ਤਸਵੀਰ: ਸਤਨਾਮ ਸਿੰਘ [184,748,434,753]
cm-headline-2: ਸਾਹਿਬ ਹਲਕੇ ਦੇ ਸ਼ਰਧਾਲੂਆਂ ਦਾ ਜਥਾ ਰਵਾਨਾ [207,492,321,501]
top-subhead: ਆਧੁਨਿਕ ਤਰੀਕਿਆਂ ਨਾਲ ਪਸ਼ੂ ਪਾਲਣ ਕੋਲੋਂ ਵਧੇਰੇ ਮੁਨਾਫ਼ਾ ਕਮਾਇਆ ਜਾ ਸਕਦਾ - ਵਿਧਾਇਕ ਐਡਵੋਕੇਟ ਦਿਨੇਸ਼ ਚੱਢਾ [230,128,458,134]
congress-body-col1: ਰੂਪਨਗਰ, ੬ ਸਤੰਬਰ-ਯੂਥ ਕਾਂਗਰਸ ਵਲੋਂ ਐਡਵੋਕੇਟ ਗਗਨਦੀਪ ਨੂੰ ਜ਼ਿਲ੍ਹਾ ਮੀਡੀਆ ਤੇ ਸੋਸ਼ਲ ਮੀਡੀਆ ਇੰਚਾਰਜ ਨਿਯੁਕਤ ਕੀਤਾ ਗਿਆ ਹੈ। ਉਨ੍ਹਾਂ ਨੇ ਪਾਰਟੀ ਹਾਈਕਮਾਂਡ ਦਾ ਧੰਨਵਾਦ ਕੀਤਾ ਅਤੇ ਕਿਹਾ ਕਿ ਉਹ ਪਾਰਟੀ ਦੀਆਂ ਨੀਤੀਆਂ ਨੂੰ ਲੋਕਾਂ ਤੱਕ ਪਹੁੰਚਾਉਣ ਲਈ ਦਿਨ ਰਾਤ ਮਿਹਨਤ ਕਰਨਗੇ। [272,944,348,985]
school-body-col2: ਸ੍ਰੀ ਅਨੰਦਪੁਰ ਸਾਹਿਬ, ੬ ਸਤੰਬਰ-ਖ਼ਾਲਸਾ ਸੀਨੀਅਰ ਸੈਕੰਡਰੀ ਸਕੂਲ ਦੇ ਵਿਦਿਆਰਥੀ ਨੇ ਜ਼ਿਲ੍ਹਾ ਪੱਧਰੀ ਪਾਵਰ ਲਿਫਟਿੰਗ ਮੁਕਾਬਲੇ ਵਿਚ ਪਹਿਲਾ ਸਥਾਨ ਹਾਸਲ ਕਰਕੇ ਸੋਨ ਤਗਮਾ ਜਿੱਤਿਆ ਹੈ। ਸਕੂਲ ਪ੍ਰਿੰਸੀਪਲ ਨੇ ਵਿਦਿਆਰਥੀ ਅਤੇ ਕੋਚ ਨੂੰ ਵਧਾਈ ਦਿੱਤੀ ਅਤੇ ਕਿਹਾ ਕਿ ਖੇਡਾਂ ਬੱਚਿਆਂ ਦੇ ਸਰਬਪੱਖੀ ਵਿਕਾਸ ਲਈ ਜ਼ਰੂਰੀ ਹਨ। [96,408,174,455]
cm-body-col2: ਸ੍ਰੀ ਚਮਕੌਰ ਸਾਹਿਬ, ੬ ਸਤੰਬਰ (ਜਗਮੋਹਣ ਸਿੰਘ ਨਾਰੰਗ)-ਵਿਧਾਇਕ ਡਾ. ਚਰਨਜੀਤ ਸਿੰਘ ਵਲੋਂ ਮੁੱਖ ਮੰਤਰੀ ਤੀਰਥ ਯਾਤਰਾ ਯੋਜਨਾ ਤਹਿਤ ਸ਼ਰਧਾਲੂਆਂ ਦੀ ਬੱਸ ਨੂੰ ਰਵਾਨਾ ਕੀਤਾ ਗਿਆ। ਉਨ੍ਹਾਂ ਕਿਹਾ ਕਿ ਇਸ ਯੋਜਨਾ ਨਾਲ ਬਜ਼ੁਰਗਾਂ ਨੂੰ ਵੱਡਾ ਲਾਭ ਮਿਲ ਰਿਹਾ ਹੈ। [266,504,344,539]
masthead-edition: ਅਜੀਤ ਜਲੰਧਰ [354,24,387,31]
masthead-city: ਰੂਪਨਗਰ [210,29,305,62]
landscape-photo [520,22,673,77]
top-story-body-col3: ਨੂਰਪੁਰ ਬੇਦੀ, ੬ ਸਤੰਬਰ (ਹਰਦੀਪ ਸਿੰਘ ਢੀਂਡਸਾ)-ਡੇਅਰੀ ਵਿਕਾਸ ਵਿਭਾਗ ਪੰਜਾਬ ਵਲੋਂ ਪਿੰਡਾਂ ਦੇ ਪਸ਼ੂ ਪਾਲਕਾਂ ਨੂੰ ਦੋ ਹਫ਼ਤੇ ਦੀ ਡੇਅਰੀ ਸਿਖਲਾਈ ਦਿੱਤੀ ਗਈ। ਸਮਾਪਤੀ ਸਮਾਗਮ ਵਿਚ ਵਿਧਾਇਕ ਐਡਵੋਕੇਟ ਦਿਨੇਸ਼ ਚੱਢਾ ਨੇ ਮੁੱਖ ਮਹਿਮਾਨ ਵਜੋਂ ਸ਼ਿਰਕਤ ਕੀਤੀ ਅਤੇ ਸਿਖਿਆਰਥੀਆਂ ਨੂੰ ਸਰਟੀਫਿਕੇਟ ਵੰਡੇ। ਉਨ੍ਹਾਂ ਕਿਹਾ ਕਿ ਡੇਅਰੀ ਦਾ ਧੰਦਾ ਕਿਸਾਨਾਂ ਲਈ ਸਹਾਇਕ ਕਿੱਤਾ ਹੈ ਅਤੇ ਨੌਜਵਾਨ ਇਸ ਨੂੰ ਅਪਣਾ ਕੇ ਆਪਣੀ ਆਮਦਨ ਵਧਾ ਸਕਦੇ ਹਨ। ਇਸ ਮੌਕੇ ਵਿਭਾਗ ਦੇ ਅਧਿਕਾਰੀਆਂ ਨੇ ਪਸ਼ੂਆਂ ਦੀ ਦੇਖਭਾਲ, ਖੁਰਾਕ ਅਤੇ ਸਾਫ਼ ਦੁੱਧ ਉਤਪਾਦਨ ਬਾਰੇ ਜਾਣਕਾਰੀ ਦਿੱਤੀ। [278,306,504,335]
kisan-sabha-body-col2: ਸ੍ਰੀ ਅਨੰਦਪੁਰ ਸਾਹਿਬ, ੬ ਸਤੰਬਰ-ਕੁਲ ਹਿੰਦ ਕਿਸਾਨ ਸਭਾ ਦੀ ਜ਼ਿਲ੍ਹਾ ਕਮੇਟੀ ਵਲੋਂ ਮੀਟਿੰਗ ਕਰਕੇ ਕਿਸਾਨਾਂ ਦੀਆਂ ਮੰਗਾਂ ਸਬੰਧੀ ਵਿਚਾਰ ਵਟਾਂਦਰਾ ਕੀਤਾ ਗਿਆ। ਆਗੂਆਂ ਨੇ ਕਿਹਾ ਕਿ ਹੜ੍ਹ ਪੀੜਤ ਪਰਿਵਾਰਾਂ ਨੂੰ ਤੁਰੰਤ ਰਾਹਤ ਦਿੱਤੀ ਜਾਵੇ ਅਤੇ ਨੁਕਸਾਨੀਆਂ ਫ਼ਸਲਾਂ ਦੀ ਗਿਰਦਾਵਰੀ ਕਰਵਾਈ ਜਾਵੇ। ਇਸ ਮੌਕੇ ਕਈ ਪਿੰਡਾਂ ਦੇ ਕਿਸਾਨ ਹਾਜ਼ਰ ਸਨ। [594,790,673,837]
registration-mark-icon [178,1,188,11]
hukamnama-text: ਸਲੋਕ ਮਃ ੩ ॥ ਹਉਮੈ ਵਿਚਿ ਜਗੁ ਬਿਨਸਦਾ ਮਰਿ ਜੰਮੈ ਆਵੈ ਜਾਇ ॥ ਮਨਮੁਖ ਸਬਦੁ ਨ ਜਾਣਨੀ ਜਾਸਨਿ ਪਤਿ ਗਵਾਇ ॥ ਗੁਰ ਸੇਵਾ ਨਾਉ ਪਾਈਐ ਸਚੇ ਰਹੈ ਸਮਾਇ ॥ [18,116,98,139]
kisan-sabha-headline-2: ਨੂੰ ਦਿੱਤਾ ਮੰਗ ਪੱਤਰ [567,778,616,787]
prakash-body-col2: ਸ੍ਰੀ ਅਨੰਦਪੁਰ ਸਾਹਿਬ, ੬ ਸਤੰਬਰ (ਜੇ.ਐਸ. ਨਿੱਕੂਵਾਲ)-ਸ੍ਰੀ ਗੁਰੂ ਗ੍ਰੰਥ ਸਾਹਿਬ ਜੀ ਦਾ ਪਹਿਲਾ ਪ੍ਰਕਾਸ਼ ਦਿਹਾੜਾ ਤਖ਼ਤ ਸ੍ਰੀ ਕੇਸਗੜ੍ਹ ਸਾਹਿਬ ਵਿਖੇ ਬੜੀ ਸ਼ਰਧਾ ਭਾਵਨਾ ਨਾਲ ਮਨਾਇਆ ਗਿਆ। ਸ੍ਰੀ ਅਖੰਡ ਪਾਠ ਸਾਹਿਬ ਦੇ ਭੋਗ ਉਪਰੰਤ ਰਾਗੀ ਜਥਿਆਂ ਨੇ ਗੁਰਬਾਣੀ ਕੀਰਤਨ ਕੀਤਾ ਅਤੇ ਕਥਾਵਾਚਕਾਂ ਨੇ ਸੰਗਤਾਂ ਨੂੰ ਗੁਰ ਇਤਿਹਾਸ ਨਾਲ ਜੋੜਿਆ। ਇਸ ਮੌਕੇ ਵੱਡੀ ਗਿਣਤੀ ਵਿਚ ਸੰਗਤਾਂ ਨੇ ਹਾਜ਼ਰੀ ਭਰੀ ਅਤੇ ਗੁਰੂ ਕਾ ਲੰਗਰ ਅਤੁੱਟ ਵਰਤਿਆ। [594,228,673,287]
officer-portrait-photo [128,800,174,842]
village-headline-1: ਪਿੰਡ ਸਿੰਘਪੁਰ ਅਤੇ ਹਰੀਪੁਰ ਵਿਖੇ ਬਰਸਾਤੀ ਚੋਅ 'ਤੇ ਕਰੋੜਾਂ [25,638,163,646]
appointment-photo [184,930,268,1048]
masthead-pattern [120,22,180,77]
lawyers-body-col2: ਰੂਪਨਗਰ, ੬ ਸਤੰਬਰ (ਸਤਨਾਮ ਸਿੰਘ ਸੱਤੀ)-ਜ਼ਿਲ੍ਹਾ ਬਾਰ ਐਸੋਸੀਏਸ਼ਨ ਰੂਪਨਗਰ ਦੇ ਵਕੀਲਾਂ ਲਈ ਬਾਰ ਰੂਮ ਦੀ ਵਿਸਥਾਰਿਤ ਇਮਾਰਤ ਦਾ ਉਦਘਾਟਨ ਕੀਤਾ ਗਿਆ। ਇਸ ਮੌਕੇ ਵਿਧਾਇਕ ਨੇ ਕਿਹਾ ਕਿ ਵਕੀਲ ਭਾਈਚਾਰਾ ਸਮਾਜ ਵਿਚ ਨਿਆਂ ਦੀ ਪ੍ਰਾਪਤੀ ਲਈ ਅਹਿਮ ਭੂਮਿਕਾ ਨਿਭਾਉਂਦਾ ਹੈ ਅਤੇ ਸਰਕਾਰ ਉਨ੍ਹਾਂ ਦੀਆਂ ਸਹੂਲਤਾਂ ਵਿਚ ਹੋਰ ਵਾਧਾ ਕਰੇਗੀ। ਬਾਰ ਐਸੋਸੀਏਸ਼ਨ ਦੇ ਪ੍ਰਧਾਨ ਨੇ ਸਾਰਿਆਂ ਦਾ ਧੰਨਵਾਦ ਕੀਤਾ। [429,368,504,427]
